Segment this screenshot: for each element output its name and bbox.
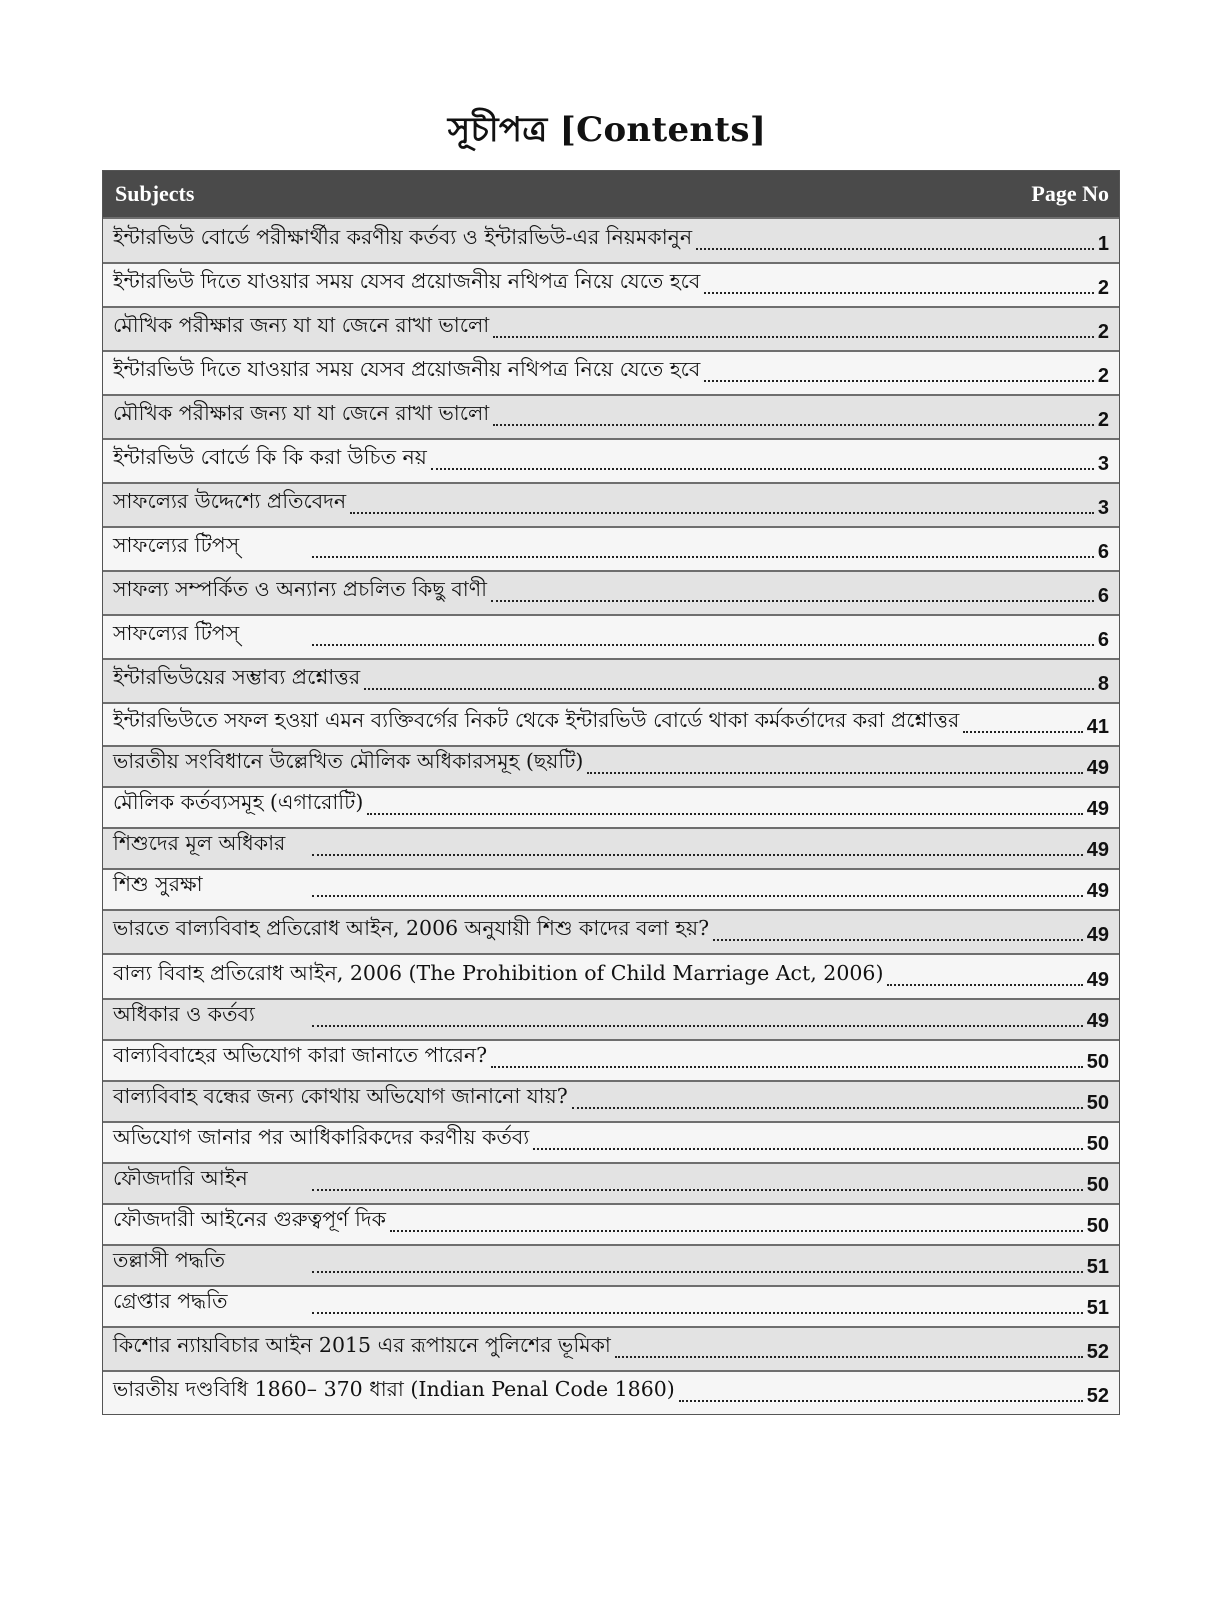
dot-leader (312, 894, 1083, 897)
dot-leader (887, 983, 1082, 986)
dot-leader (491, 599, 1094, 602)
row-subject: ইন্টারভিউতে সফল হওয়া এমন ব্যক্তিবর্গের নিকট থেকে ইন্টারভিউ বোর্ডে থাকা কর্মকর্তাদের করা প্রশ্নোত্তর (113, 708, 960, 732)
table-row (103, 786, 1119, 827)
row-page-number: 6 (1097, 629, 1109, 651)
table-row (103, 1080, 1119, 1121)
table-row (103, 1039, 1119, 1080)
row-subject: ইন্টারভিউ দিতে যাওয়ার সময় যেসব প্রয়োজনীয় নথিপত্র নিয়ে যেতে হবে (113, 357, 701, 381)
table-header (103, 171, 1119, 217)
row-subject: তল্লাসী পদ্ধতি (113, 1248, 226, 1272)
dot-leader (312, 1188, 1083, 1191)
table-row (103, 1162, 1119, 1203)
dot-leader (312, 555, 1094, 558)
table-row (103, 1203, 1119, 1244)
table-row (103, 868, 1119, 909)
row-subject: বাল্যবিবাহ বন্ধের জন্য কোথায় অভিযোগ জানানো যায়? (113, 1084, 568, 1108)
row-subject: অভিযোগ জানার পর আধিকারিকদের করণীয় কর্তব্য (113, 1125, 530, 1149)
row-page-number: 50 (1086, 1215, 1109, 1237)
row-subject: সাফল্যের টিপস্ (113, 533, 240, 557)
table-row (103, 827, 1119, 868)
table-row (103, 909, 1119, 953)
contents-table (102, 170, 1120, 1415)
dot-leader (713, 938, 1083, 941)
row-subject: বাল্যবিবাহের অভিযোগ কারা জানাতে পারেন? (113, 1043, 488, 1067)
table-row (103, 998, 1119, 1039)
row-page-number: 8 (1097, 673, 1109, 695)
dot-leader (312, 853, 1083, 856)
row-subject: ফৌজদারি আইন (113, 1166, 248, 1190)
table-row (103, 570, 1119, 614)
dot-leader (572, 1106, 1083, 1109)
table-row (103, 438, 1119, 482)
table-row (103, 306, 1119, 350)
row-subject: ইন্টারভিউ বোর্ডে পরীক্ষার্থীর করণীয় কর্তব্য ও ইন্টারভিউ-এর নিয়মকানুন (113, 225, 693, 249)
row-page-number: 49 (1086, 798, 1109, 820)
row-page-number: 49 (1086, 757, 1109, 779)
row-page-number: 49 (1086, 839, 1109, 861)
row-page-number: 41 (1086, 716, 1109, 738)
row-subject: ইন্টারভিউ বোর্ডে কি কি করা উচিত নয় (113, 445, 427, 469)
row-page-number: 2 (1097, 409, 1109, 431)
dot-leader (364, 687, 1094, 690)
row-subject: বাল্য বিবাহ প্রতিরোধ আইন, 2006 (The Prohibition of Child Marriage Act, 2006) (113, 961, 884, 985)
row-page-number: 49 (1086, 880, 1109, 902)
dot-leader (704, 291, 1094, 294)
table-row (103, 1244, 1119, 1285)
table-row (103, 614, 1119, 658)
row-subject: ভারতে বাল্যবিবাহ প্রতিরোধ আইন, 2006 অনুযায়ী শিশু কাদের বলা হয়? (113, 916, 710, 940)
row-page-number: 1 (1097, 233, 1109, 255)
dot-leader (679, 1399, 1083, 1402)
dot-leader (491, 1065, 1083, 1068)
row-subject: গ্রেপ্তার পদ্ধতি (113, 1289, 228, 1313)
row-subject: সাফল্যের উদ্দেশ্যে প্রতিবেদন (113, 489, 347, 513)
table-row (103, 1370, 1119, 1414)
dot-leader (350, 511, 1094, 514)
row-page-number: 52 (1086, 1385, 1109, 1407)
dot-leader (615, 1355, 1083, 1358)
table-row (103, 482, 1119, 526)
row-subject: ইন্টারভিউয়ের সম্ভাব্য প্রশ্নোত্তর (113, 665, 361, 689)
table-row (103, 262, 1119, 306)
dot-leader (587, 771, 1082, 774)
row-subject: ইন্টারভিউ দিতে যাওয়ার সময় যেসব প্রয়োজনীয় নথিপত্র নিয়ে যেতে হবে (113, 269, 701, 293)
table-row (103, 217, 1119, 262)
table-row (103, 658, 1119, 702)
row-page-number: 49 (1086, 1010, 1109, 1032)
dot-leader (493, 335, 1094, 338)
row-subject: সাফল্য সম্পর্কিত ও অন্যান্য প্রচলিত কিছু বাণী (113, 577, 487, 601)
row-page-number: 2 (1097, 321, 1109, 343)
row-page-number: 2 (1097, 277, 1109, 299)
row-subject: মৌখিক পরীক্ষার জন্য যা যা জেনে রাখা ভালো (113, 401, 490, 425)
table-row (103, 350, 1119, 394)
table-row (103, 1326, 1119, 1370)
dot-leader (312, 1024, 1083, 1027)
table-row (103, 745, 1119, 786)
page-no-header: Page No (1031, 181, 1109, 206)
row-subject: অধিকার ও কর্তব্য (113, 1002, 255, 1026)
subjects-header: Subjects (115, 181, 195, 206)
dot-leader (367, 812, 1082, 815)
row-page-number: 52 (1086, 1341, 1109, 1363)
row-page-number: 50 (1086, 1092, 1109, 1114)
row-page-number: 51 (1086, 1297, 1109, 1319)
row-subject: ভারতীয় দণ্ডবিধি 1860– 370 ধারা (Indian Penal Code 1860) (113, 1377, 675, 1401)
row-subject: শিশু সুরক্ষা (113, 872, 203, 896)
dot-leader (312, 1311, 1083, 1314)
row-page-number: 3 (1097, 453, 1109, 475)
dot-leader (312, 643, 1094, 646)
table-row (103, 953, 1119, 998)
dot-leader (431, 467, 1094, 470)
dot-leader (696, 247, 1094, 250)
table-row (103, 702, 1119, 745)
row-page-number: 6 (1097, 585, 1109, 607)
row-page-number: 50 (1086, 1174, 1109, 1196)
row-page-number: 6 (1097, 541, 1109, 563)
table-row (103, 394, 1119, 438)
row-page-number: 50 (1086, 1051, 1109, 1073)
dot-leader (963, 730, 1082, 733)
row-subject: সাফল্যের টিপস্ (113, 621, 240, 645)
dot-leader (704, 379, 1094, 382)
page-title: সূচীপত্র [Contents] (447, 110, 767, 150)
row-page-number: 3 (1097, 497, 1109, 519)
dot-leader (312, 1270, 1083, 1273)
row-page-number: 51 (1086, 1256, 1109, 1278)
row-page-number: 50 (1086, 1133, 1109, 1155)
row-page-number: 49 (1086, 969, 1109, 991)
row-subject: মৌখিক পরীক্ষার জন্য যা যা জেনে রাখা ভালো (113, 313, 490, 337)
row-subject: ভারতীয় সংবিধানে উল্লেখিত মৌলিক অধিকারসমূহ (ছয়টি) (113, 749, 584, 773)
dot-leader (390, 1229, 1083, 1232)
row-page-number: 49 (1086, 924, 1109, 946)
dot-leader (533, 1147, 1083, 1150)
table-row (103, 1285, 1119, 1326)
table-row (103, 1121, 1119, 1162)
table-body (103, 217, 1119, 1414)
row-subject: কিশোর ন্যায়বিচার আইন 2015 এর রূপায়নে পুলিশের ভূমিকা (113, 1333, 611, 1357)
table-row (103, 526, 1119, 570)
row-subject: শিশুদের মূল অধিকার (113, 831, 286, 855)
dot-leader (493, 423, 1094, 426)
row-page-number: 2 (1097, 365, 1109, 387)
row-subject: ফৌজদারী আইনের গুরুত্বপূর্ণ দিক (113, 1207, 387, 1231)
row-subject: মৌলিক কর্তব্যসমূহ (এগারোটি) (113, 790, 364, 814)
